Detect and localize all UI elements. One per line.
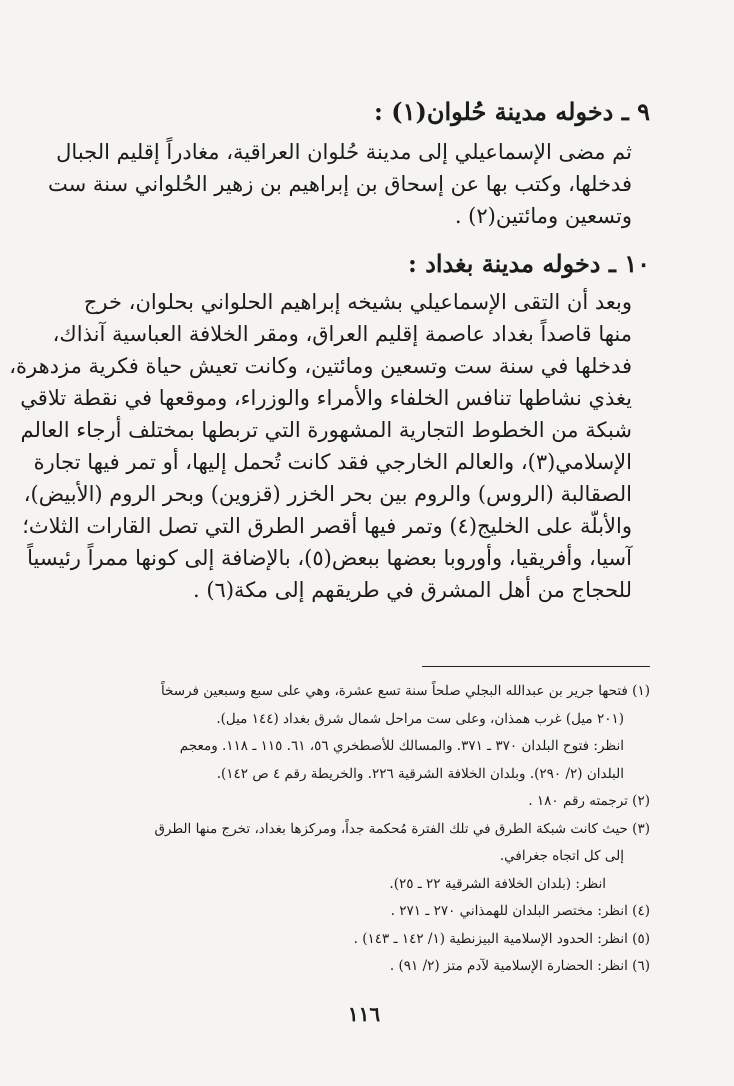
paragraph-line: منها قاصداً بغداد عاصمة إقليم العراق، ومقر الخلافة العباسية آنذاك، <box>52 322 632 346</box>
paragraph-line: فدخلها، وكتب بها عن إسحاق بن إبراهيم بن زهير الحُلواني سنة ست <box>48 172 632 196</box>
footnote-1 <box>78 678 650 788</box>
paragraph-line: وتسعين ومائتين(٢) . <box>454 204 632 228</box>
footnote-line: (٦) انظر: الحضارة الإسلامية لآدم متز (٢/ ٩١) . <box>389 958 650 974</box>
footnote-line: انظر: فتوح البلدان ٣٧٠ ـ ٣٧١. والمسالك للأصطخري ٥٦، ٦١. ١١٥ ـ ١١٨. ومعجم <box>179 738 624 754</box>
footnote-2 <box>78 788 650 816</box>
paragraph-line: الإسلامي(٣)، والعالم الخارجي فقد كانت تُحمل إليها، أو تمر فيها تجارة <box>33 450 632 474</box>
footnote-5 <box>78 926 650 954</box>
paragraph-line: فدخلها في سنة ست وتسعين ومائتين، وكانت تعيش حياة فكرية مزدهرة، <box>9 354 632 378</box>
footnote-3 <box>78 816 650 899</box>
footnote-line: انظر: (بلدان الخلافة الشرقية ٢٢ ـ ٢٥). <box>389 875 606 892</box>
section-9-paragraph <box>48 136 650 232</box>
section-10-heading: ١٠ ـ دخوله مدينة بغداد : <box>407 249 650 278</box>
paragraph-line: آسيا، وأفريقيا، وأوروبا بعضها ببعض(٥)، بالإضافة إلى كونها ممراً رئيسياً <box>27 546 632 570</box>
footnote-line: (٥) انظر: الحدود الإسلامية البيزنطية (١/ ١٤٢ ـ ١٤٣) . <box>353 930 650 947</box>
page-number: ١١٦ <box>347 1002 381 1026</box>
section-10-paragraph <box>9 286 650 606</box>
footnote-line: (٣) حيث كانت شبكة الطرق في تلك الفترة مُحكمة جداً، ومركزها بغداد، تخرج منها الطرق <box>154 820 650 837</box>
footnote-line: (١) فتحها جرير بن عبدالله البجلي صلحاً سنة تسع عشرة، وهي على سبع وسبعين فرسخاً <box>160 683 650 699</box>
book-page <box>9 88 650 1038</box>
paragraph-line: الصقالبة (الروس) والروم بين بحر الخزر (قزوين) وبحر الروم (الأبيض)، <box>23 482 632 506</box>
footnote-line: البلدان (٢/ ٢٩٠). وبلدان الخلافة الشرقية ٢٢٦. والخريطة رقم ٤ ص ١٤٢). <box>216 765 624 782</box>
footnote-line: (٤) انظر: مختصر البلدان للهمذاني ٢٧٠ ـ ٢٧١ . <box>390 903 650 919</box>
paragraph-line: يغذي نشاطها تنافس الخلفاء والأمراء والوزراء، وموقعها في نقطة تلاقي <box>20 386 632 410</box>
section-9 <box>48 94 650 232</box>
section-10 <box>9 246 650 606</box>
paragraph-line: وبعد أن التقى الإسماعيلي بشيخه إبراهيم الحلواني بحلوان، خرج <box>83 290 632 314</box>
footnote-line: (٢) ترجمته رقم ١٨٠ . <box>528 793 650 809</box>
paragraph-line: شبكة من الخطوط التجارية المشهورة التي تربطها بمختلف أرجاء العالم <box>20 418 632 442</box>
paragraph-line: ثم مضى الإسماعيلي إلى مدينة حُلوان العراقية، مغادراً إقليم الجبال <box>56 140 632 164</box>
footnote-6 <box>78 953 650 981</box>
footnote-line: (٢٠١ ميل) غرب همذان، وعلى ست مراحل شمال شرق بغداد (١٤٤ ميل). <box>216 710 624 727</box>
section-9-heading: ٩ ـ دخوله مدينة حُلوان(١) : <box>374 97 650 126</box>
footnote-4 <box>78 898 650 926</box>
footnote-divider <box>422 666 650 667</box>
footnote-line: إلى كل اتجاه جغرافي. <box>499 848 624 864</box>
paragraph-line: للحجاج من أهل المشرق في طريقهم إلى مكة(٦) . <box>192 578 632 602</box>
footnotes <box>78 678 650 981</box>
paragraph-line: والأبلّة على الخليج(٤) وتمر فيها أقصر الطرق التي تصل القارات الثلاث؛ <box>22 514 632 538</box>
